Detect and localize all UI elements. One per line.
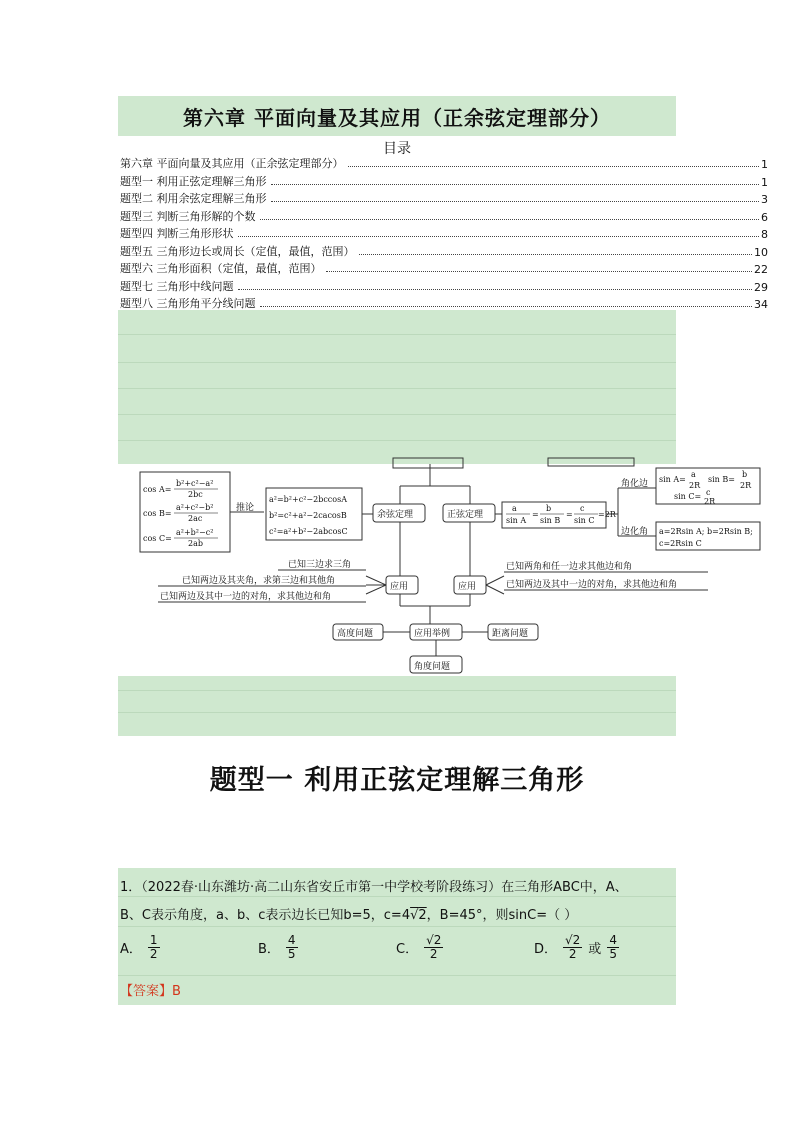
cos-b-num: a²+c²−b² bbox=[176, 503, 214, 512]
option-c-fraction: $\frac{√2}{2}$ bbox=[426, 933, 442, 961]
option-b[interactable] bbox=[258, 934, 298, 961]
toc-leader-dots bbox=[260, 306, 753, 307]
option-d[interactable] bbox=[534, 934, 619, 961]
toc-entry-label: 题型一 利用正弦定理解三角形 bbox=[120, 174, 267, 188]
stripe-line bbox=[118, 334, 676, 355]
stripe-line bbox=[118, 896, 676, 897]
sinb-eq: sin B= bbox=[708, 475, 735, 484]
toc-entry-label: 题型七 三角形中线问题 bbox=[120, 279, 234, 293]
cosine-theorem-node: 余弦定理 bbox=[377, 509, 414, 519]
toc-leader-dots bbox=[348, 166, 760, 167]
cos-b-den: 2ac bbox=[188, 514, 203, 523]
chapter-title: 第六章 平面向量及其应用（正余弦定理部分） bbox=[118, 96, 676, 136]
toc-entry-page: 22 bbox=[754, 263, 768, 276]
toc-entry-label: 第六章 平面向量及其应用（正余弦定理部分） bbox=[120, 157, 344, 170]
sina-den: 2R bbox=[689, 481, 701, 490]
toc-entry[interactable] bbox=[120, 154, 768, 171]
sinc-num: c bbox=[706, 488, 711, 497]
ratio-a: a bbox=[512, 504, 517, 513]
left-case-1: 已知三边求三角 bbox=[288, 559, 352, 569]
toc-entry-label: 题型五 三角形边长或周长（定值，最值，范围） bbox=[120, 244, 355, 258]
toc-entry[interactable] bbox=[120, 242, 768, 259]
sinc-den: 2R bbox=[704, 497, 716, 506]
sina-num: a bbox=[691, 470, 696, 479]
ratio-b: b bbox=[546, 504, 552, 513]
sine-theorem-node: 正弦定理 bbox=[447, 509, 484, 519]
toc-heading: 目录 bbox=[383, 141, 411, 157]
toc-entry[interactable] bbox=[120, 259, 768, 276]
apply-node-right: 应用 bbox=[458, 581, 477, 591]
option-a-fraction: $\frac{1}{2}$ bbox=[149, 933, 158, 961]
cos-c-label: cos C= bbox=[143, 534, 172, 543]
question-stem-tail: ，B=45°，则sinC=（ ） bbox=[426, 908, 578, 923]
answer-value: B bbox=[172, 984, 181, 999]
derive-label: 推论 bbox=[236, 502, 255, 512]
stripe-line bbox=[118, 414, 676, 435]
toc-entry-page: 3 bbox=[761, 193, 768, 206]
option-d-label: D． bbox=[534, 942, 558, 957]
cosine-law-a: a²=b²+c²−2bccosA bbox=[269, 495, 347, 504]
stripe-line bbox=[118, 690, 676, 711]
stripe-line bbox=[118, 926, 676, 927]
question-stem-line2: B、C表示角度，a、b、c表示边长已知b=5，c=4√2，B=45°，则sinC=（ ） bbox=[120, 908, 578, 923]
svg-text:=: = bbox=[532, 510, 539, 519]
toc-entry[interactable] bbox=[120, 172, 768, 189]
toc-entry-page: 6 bbox=[761, 210, 768, 224]
sina-eq: sin A= bbox=[659, 475, 686, 484]
question-stem-line1: 1．（2022春·山东潍坊·高二山东省安丘市第一中学校考阶段练习）在三角形ABC中，A、 bbox=[120, 880, 628, 895]
apply-node-left: 应用 bbox=[390, 581, 409, 591]
distance-problem-node: 距离问题 bbox=[492, 628, 529, 638]
cos-a-num: b²+c²−a² bbox=[176, 479, 214, 488]
cos-b-label: cos B= bbox=[143, 509, 172, 518]
svg-text:=: = bbox=[566, 510, 573, 519]
toc-leader-dots bbox=[271, 184, 760, 185]
toc-entry-page: 1 bbox=[761, 158, 768, 171]
toc-leader-dots bbox=[238, 236, 760, 237]
application-examples-node: 应用举例 bbox=[414, 628, 451, 638]
answer-label: 【答案】 bbox=[120, 984, 173, 999]
toc-entry[interactable] bbox=[120, 277, 768, 294]
toc-leader-dots bbox=[359, 254, 753, 255]
sqrt-radicand: 2 bbox=[418, 908, 427, 923]
ratio-sinc: sin C bbox=[574, 516, 595, 525]
toc-entry-label: 题型八 三角形角平分线问题 bbox=[120, 297, 256, 310]
side-to-angle-line1: a=2Rsin A; b=2Rsin B; bbox=[659, 527, 753, 536]
side-to-angle-label: 边化角 bbox=[621, 526, 649, 536]
sinb-den: 2R bbox=[740, 481, 752, 490]
cosine-law-b: b²=c²+a²−2cacosB bbox=[269, 511, 347, 520]
cos-a-label: cos A= bbox=[143, 485, 172, 494]
sinc-eq: sin C= bbox=[674, 492, 702, 501]
option-b-label: B． bbox=[258, 942, 280, 957]
toc-entry-label: 题型六 三角形面积（定值，最值，范围） bbox=[120, 262, 322, 275]
right-case-1: 已知两角和任一边求其他边和角 bbox=[506, 561, 633, 571]
cos-a-den: 2bc bbox=[188, 490, 203, 499]
angle-problem-node: 角度问题 bbox=[414, 661, 451, 671]
cos-c-den: 2ab bbox=[188, 539, 203, 548]
toc-entry-page: 29 bbox=[754, 280, 768, 294]
toc-entry[interactable] bbox=[120, 224, 768, 241]
right-case-2: 已知两边及其中一边的对角，求其他边和角 bbox=[506, 579, 678, 589]
stripe-line bbox=[118, 712, 676, 733]
ratio-c: c bbox=[580, 504, 585, 513]
ratio-sinb: sin B bbox=[540, 516, 561, 525]
question-stem-text: B、C表示角度，a、b、c表示边长已知b=5，c=4 bbox=[120, 908, 411, 923]
section-title: 题型一 利用正弦定理解三角形 bbox=[209, 765, 585, 796]
option-c-label: C． bbox=[396, 942, 419, 957]
toc-leader-dots bbox=[271, 201, 760, 202]
stripe-line bbox=[118, 975, 676, 976]
toc-leader-dots bbox=[238, 289, 753, 290]
toc-entry-label: 题型二 利用余弦定理解三角形 bbox=[120, 192, 267, 205]
toc-entry-page: 34 bbox=[754, 298, 768, 311]
option-d-fraction-1: $\frac{√2}{2}$ bbox=[565, 933, 581, 961]
toc-entry[interactable] bbox=[120, 207, 768, 224]
toc-entry-page: 1 bbox=[761, 175, 768, 189]
cosine-law-c: c²=a²+b²−2abcosC bbox=[269, 527, 348, 536]
option-b-fraction: $\frac{4}{5}$ bbox=[287, 933, 296, 961]
toc-entry[interactable] bbox=[120, 189, 768, 206]
option-c[interactable] bbox=[396, 934, 443, 961]
toc-entry-page: 8 bbox=[761, 228, 768, 241]
ratio-sina: sin A bbox=[506, 516, 527, 525]
side-to-angle-line2: c=2Rsin C bbox=[659, 539, 702, 548]
stripe-line bbox=[118, 362, 676, 383]
option-a-label: A． bbox=[120, 942, 142, 957]
option-a[interactable] bbox=[120, 934, 160, 961]
toc-leader-dots bbox=[326, 271, 753, 272]
left-case-3: 已知两边及其中一边的对角，求其他边和角 bbox=[160, 591, 332, 601]
left-case-2: 已知两边及其夹角，求第三边和其他角 bbox=[182, 575, 336, 585]
answer-line bbox=[120, 980, 181, 999]
stripe-line bbox=[118, 388, 676, 409]
option-d-fraction-2: $\frac{4}{5}$ bbox=[609, 933, 617, 961]
angle-to-side-label: 角化边 bbox=[621, 478, 649, 488]
toc-entry-page: 10 bbox=[754, 245, 768, 259]
cos-c-num: a²+b²−c² bbox=[176, 528, 214, 537]
toc-entry[interactable] bbox=[120, 294, 768, 311]
toc-leader-dots bbox=[260, 219, 760, 220]
ratio-2r: =2R bbox=[598, 510, 616, 519]
sinb-num: b bbox=[742, 470, 748, 479]
height-problem-node: 高度问题 bbox=[337, 628, 374, 638]
toc-entry-label: 题型四 判断三角形形状 bbox=[120, 227, 234, 240]
knowledge-mindmap bbox=[118, 464, 753, 676]
option-d-or: 或 bbox=[588, 942, 602, 957]
toc-entry-label: 题型三 判断三角形解的个数 bbox=[120, 209, 256, 223]
